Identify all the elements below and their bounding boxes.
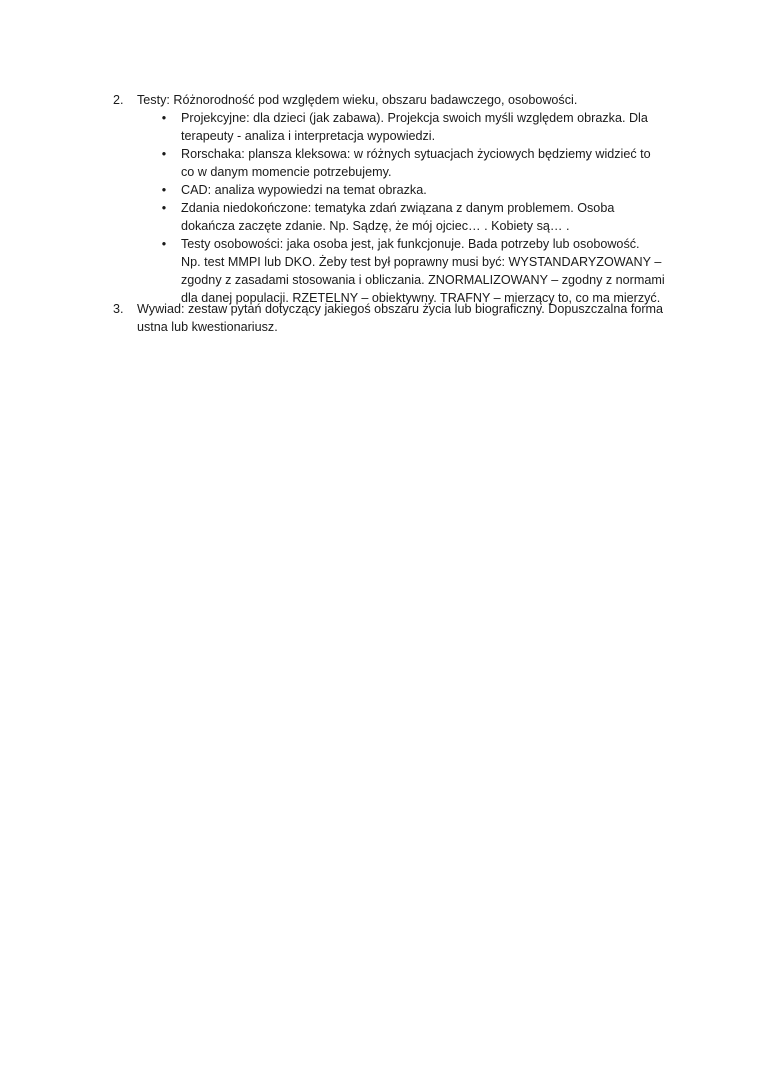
list-item-2 bbox=[113, 91, 693, 109]
bullet-line: Rorschaka: plansza kleksowa: w różnych sytuacjach życiowych będziemy widzieć to bbox=[181, 147, 651, 161]
list-item-line: ustna lub kwestionariusz. bbox=[137, 320, 278, 334]
list-item-line: Wywiad: zestaw pytań dotyczący jakiegoś obszaru życia lub biograficzny. Dopuszczalna forma bbox=[137, 302, 664, 316]
bullet-line: Projekcyjne: dla dzieci (jak zabawa). Projekcja swoich myśli względem obrazka. Dla bbox=[181, 111, 648, 125]
bullet-line: dla danej populacji. RZETELNY – obiektywny. TRAFNY – mierzący to, co ma mierzyć. bbox=[181, 291, 661, 305]
bullet-item-cad bbox=[159, 181, 679, 199]
bullet-line: dokańcza zaczęte zdanie. Np. Sądzę, że mój ojciec… . Kobiety są… . bbox=[181, 219, 570, 233]
bullet-line: Np. test MMPI lub DKO. Żeby test był poprawny musi być: WYSTANDARYZOWANY – bbox=[181, 255, 662, 269]
list-number: 3. bbox=[113, 302, 124, 316]
bullet-line: co w danym momencie potrzebujemy. bbox=[181, 165, 392, 179]
bullet-icon: • bbox=[161, 237, 167, 251]
bullet-icon: • bbox=[161, 201, 167, 215]
bullet-icon: • bbox=[161, 111, 167, 125]
bullet-line: Zdania niedokończone: tematyka zdań związana z danym problemem. Osoba bbox=[181, 201, 615, 215]
bullet-line: zgodny z zasadami stosowania i obliczania. ZNORMALIZOWANY – zgodny z normami bbox=[181, 273, 665, 287]
bullet-line: Testy osobowości: jaka osoba jest, jak funkcjonuje. Bada potrzeby lub osobowość. bbox=[181, 237, 640, 251]
list-item-text: Testy: Różnorodność pod względem wieku, obszaru badawczego, osobowości. bbox=[137, 93, 578, 107]
bullet-item-zdania bbox=[159, 199, 679, 235]
bullet-item-rorschaka bbox=[159, 145, 679, 181]
list-item-3 bbox=[113, 300, 713, 336]
bullet-icon: • bbox=[161, 147, 167, 161]
bullet-item-projekcyjne bbox=[159, 109, 679, 145]
bullet-line: CAD: analiza wypowiedzi na temat obrazka. bbox=[181, 183, 427, 197]
bullet-icon: • bbox=[161, 183, 167, 197]
bullet-item-testy-osobowosci bbox=[159, 235, 679, 307]
bullet-line: terapeuty - analiza i interpretacja wypowiedzi. bbox=[181, 129, 436, 143]
list-number: 2. bbox=[113, 93, 124, 107]
